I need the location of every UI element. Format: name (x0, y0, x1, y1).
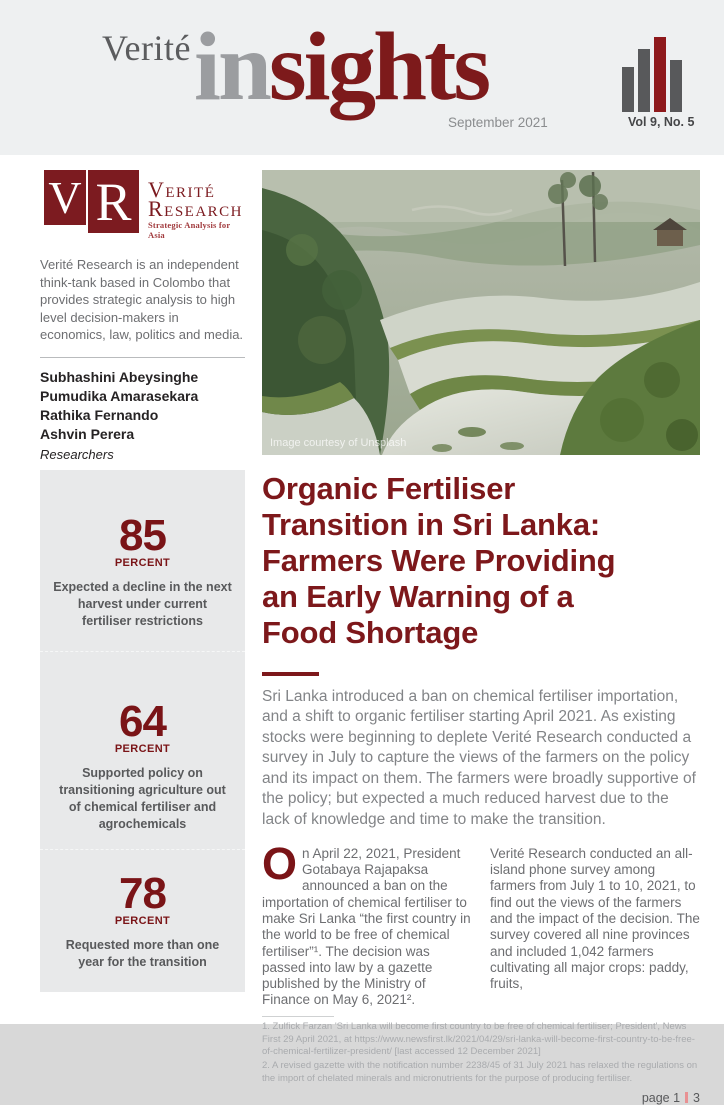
logo-wordmark (148, 170, 245, 240)
brand-wordmark-in: in (194, 13, 269, 120)
footnote: 1. Zulfick Farzan 'Sri Lanka will become first country to be free of chemical fertiliser; President', News First 29 April 2021, at https://www.newsfirst.lk/2021/04/29/sri-lanka-will-become-first-country-to-be-free-of-chemical-fertilizer-president/ [last accessed 12 December 2021] (262, 1020, 695, 1058)
rice-terraces-illustration (262, 170, 700, 455)
brand-wordmark-sights: sights (268, 13, 489, 120)
verite-research-logo (44, 170, 245, 240)
headline-line: Food Shortage (262, 615, 479, 650)
body-columns (262, 837, 700, 1009)
stat-value: 78 (119, 869, 166, 918)
headline-accent-rule (262, 672, 319, 676)
logo-name-line1: Verité (148, 177, 216, 202)
body-column-1 (262, 837, 472, 1009)
brand-wordmark (194, 13, 489, 120)
logo-name-line2: Research (148, 196, 244, 221)
stat-unit: PERCENT (114, 915, 171, 927)
dropcap: O (262, 837, 298, 889)
footnote-rule (262, 1016, 334, 1017)
masthead (0, 0, 724, 155)
researcher-name: Pumudika Amarasekara (40, 387, 199, 404)
stats-panel (40, 470, 245, 992)
researcher-name: Subhashini Abeysinghe (40, 368, 199, 385)
headline-line: an Early Warning of a (262, 579, 574, 614)
body-column-2 (490, 846, 700, 1009)
issue-date: September 2021 (448, 115, 548, 130)
brand-prefix: Verité (102, 28, 191, 68)
sidebar (40, 170, 245, 969)
footnotes (262, 1016, 700, 1086)
vr-monogram-v: V (44, 170, 86, 225)
logo-tagline: Strategic Analysis for Asia (148, 220, 231, 240)
vr-monogram-icon (44, 170, 140, 233)
stat-unit: PERCENT (114, 743, 171, 755)
divider (40, 357, 245, 358)
about-text: Verité Research is an independent think-tank based in Colombo that provides strategic analysis to high level decision-makers in economics, law, politics and media. (40, 257, 244, 342)
footnote: 2. A revised gazette with the notification number 2238/45 of 31 July 2021 has relaxed the regulations on the import of chelated minerals and micronutrients for the purpose of producing fertiliser. (262, 1060, 698, 1084)
stat-caption: Requested more than one year for the transition (65, 938, 220, 969)
headline-line: Transition in Sri Lanka: (262, 507, 600, 542)
page-total: 3 (693, 1090, 700, 1105)
page-number: page 1 (641, 1090, 681, 1105)
stat-unit: PERCENT (114, 557, 171, 569)
image-caption: Image courtesy of Unsplash (270, 437, 407, 449)
article (262, 170, 700, 1105)
stat-caption: Expected a decline in the next harvest under current fertiliser restrictions (53, 580, 232, 628)
headline-line: Organic Fertiliser (262, 471, 516, 506)
article-headline (262, 471, 700, 651)
page-separator (685, 1092, 688, 1103)
bar-chart-icon (622, 36, 684, 113)
researcher-name: Rathika Fernando (40, 406, 159, 423)
body-column-1-text: n April 22, 2021, President Gotabaya Rajapaksa announced a ban on the importation of chemical fertiliser to make Sri Lanka “the first country in the world to be free of chemical fertiliser”¹. The decision was passed into law by a gazette published by the Ministry of Finance on May 6, 2021². (262, 845, 471, 1008)
page-footer (262, 1091, 700, 1105)
vr-monogram-r: R (88, 170, 139, 233)
stat-caption: Supported policy on transitioning agriculture out of chemical fertiliser and agrochemicals (59, 766, 226, 831)
stat-block (40, 470, 245, 651)
rice-terraces-photo (262, 170, 700, 455)
body-column-2-text: Verité Research conducted an all-island phone survey among farmers from July 1 to 10, 2021, to find out the views of the farmers and the impact of the decision. The survey covered all nine provinces and included 1,042 farmers cultivating all major crops: paddy, fruits, (490, 845, 700, 992)
standfirst: Sri Lanka introduced a ban on chemical fertiliser importation, and a shift to organic fertiliser starting April 2021. As existing stocks were beginning to deplete Verité Research conducted a survey in July to capture the views of the farmers on the policy and its impact on them. The farmers were broadly supportive of the policy; but expected a much reduced harvest due to the lack of knowledge and time to make the transition. (262, 687, 696, 828)
stat-value: 64 (119, 697, 166, 746)
stat-block (40, 651, 245, 849)
researcher-name: Ashvin Perera (40, 425, 135, 442)
stat-value: 85 (119, 511, 166, 560)
stat-block (40, 849, 245, 992)
volume-number: Vol 9, No. 5 (628, 115, 695, 129)
researchers-role-label: Researchers (40, 446, 114, 462)
headline-line: Farmers Were Providing (262, 543, 616, 578)
